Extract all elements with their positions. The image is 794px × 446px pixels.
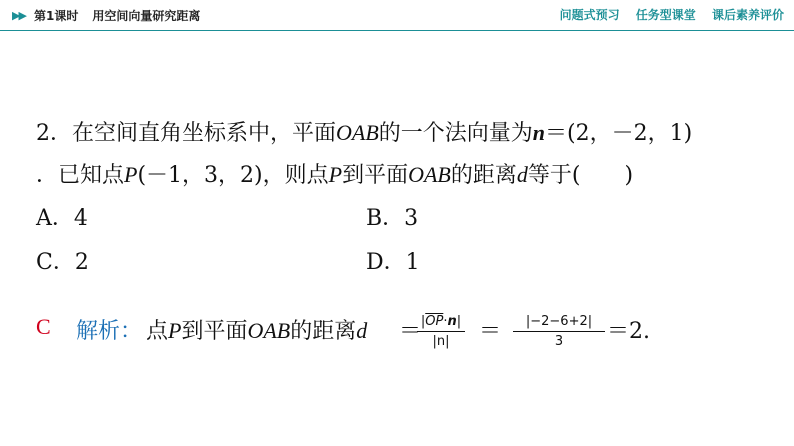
fraction-2-denominator: 3 [554, 334, 564, 349]
question-number: 2． [36, 121, 72, 146]
result: ＝2. [607, 319, 650, 344]
point-coords: (－1，3，2)，则点 [137, 163, 329, 188]
question-text: 的距离 [450, 163, 517, 188]
normal-vector: n [532, 120, 546, 145]
answer-letter: C [36, 314, 51, 339]
dot-operator: · [443, 314, 448, 329]
solution-label: 解析： [76, 319, 143, 344]
solution-word: 的距离 [290, 319, 357, 344]
option-b[interactable]: B．3 [366, 206, 419, 231]
option-a[interactable]: A．4 [36, 206, 88, 231]
header-divider [0, 30, 794, 31]
vector-op: $\overline{OP}$ [425, 314, 444, 329]
vector-value: ＝(2，－2，1) [545, 121, 693, 146]
fraction-1 [417, 314, 465, 349]
point-name: P [124, 162, 138, 187]
question-text: ．已知点 [36, 163, 125, 188]
nav-classroom[interactable]: 任务型课堂 [635, 8, 696, 22]
point-name: P [328, 162, 343, 187]
section-nav [560, 6, 784, 23]
fraction-2 [513, 314, 605, 349]
lesson-number: 第1课时 [34, 9, 79, 23]
question-text: 到平面 [342, 163, 409, 188]
solution-word: 到平面 [181, 319, 248, 344]
point-name: P [168, 318, 182, 343]
top-header [0, 0, 794, 30]
plane-name: OAB [408, 162, 451, 187]
plane-name: OAB [336, 120, 379, 145]
question-text: 的一个法向量为 [378, 121, 533, 146]
question-line-2 [36, 160, 633, 191]
nav-evaluation[interactable]: 课后素养评价 [711, 8, 784, 22]
fraction-1-numerator: $|\overline{OP}\cdot n|$ [417, 314, 465, 332]
nav-preview[interactable]: 问题式预习 [559, 8, 620, 22]
option-d[interactable]: D．1 [366, 250, 420, 275]
option-c[interactable]: C．2 [36, 250, 89, 275]
equals-sign: ＝ [479, 319, 502, 344]
fraction-1-denominator: |n| [432, 334, 450, 349]
distance-symbol: d [516, 162, 528, 187]
lesson-title [34, 7, 200, 24]
solution-word: 点 [146, 319, 169, 344]
question-text: 在空间直角坐标系中，平面 [72, 121, 337, 146]
answer-blank: 等于( ) [527, 163, 634, 188]
plane-name: OAB [247, 318, 291, 343]
play-arrows-icon: ▶▶ [12, 9, 25, 22]
question-line-1 [36, 118, 692, 149]
solution-text [146, 314, 367, 345]
equals-sign: ＝ [399, 319, 422, 344]
fraction-2-numerator: |−2−6+2| [513, 314, 605, 332]
distance-symbol: d [356, 318, 368, 343]
lesson-topic: 用空间向量研究距离 [92, 9, 201, 23]
vector-n: n [447, 314, 457, 329]
